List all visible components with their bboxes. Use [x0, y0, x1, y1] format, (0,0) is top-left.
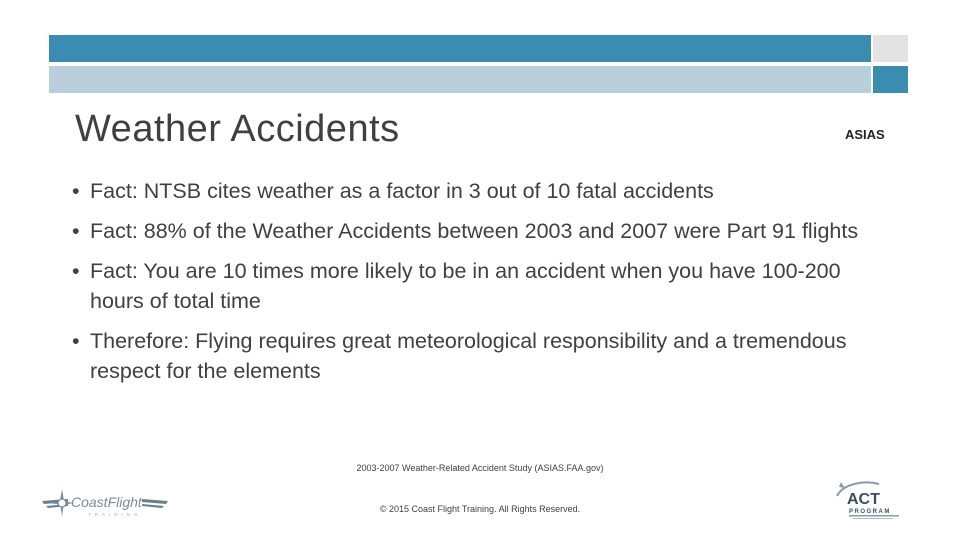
header-square-bottom [873, 66, 908, 93]
bullet-list [70, 176, 900, 396]
bullet-item: • Fact: NTSB cites weather as a factor in 3 out of 10 fatal accidents [70, 176, 900, 206]
source-citation: 2003-2007 Weather-Related Accident Study (ASIAS.FAA.gov) [356, 463, 604, 473]
source-tag: ASIAS [845, 127, 885, 142]
coastflight-logo [40, 487, 170, 519]
header-square-top [873, 35, 908, 62]
bullet-item: • Therefore: Flying requires great meteorological responsibility and a tremendous respect for the elements [70, 326, 900, 386]
act-logo-text: ACT [847, 491, 880, 508]
header-bar-top [49, 35, 871, 62]
header-bar-bottom [49, 66, 871, 93]
bullet-item: • Fact: 88% of the Weather Accidents between 2003 and 2007 were Part 91 flights [70, 216, 900, 246]
bullet-item: • Fact: You are 10 times more likely to be in an accident when you have 100-200 hours of total time [70, 256, 900, 316]
logo-text: CoastFlight [71, 494, 142, 510]
copyright-notice: © 2015 Coast Flight Training. All Rights Reserved. [379, 504, 581, 514]
act-logo-subtext: PROGRAM [849, 509, 891, 515]
act-program-logo [833, 480, 911, 522]
logo-subtext: TRAINING [88, 512, 142, 517]
slide-title: Weather Accidents [75, 108, 400, 150]
